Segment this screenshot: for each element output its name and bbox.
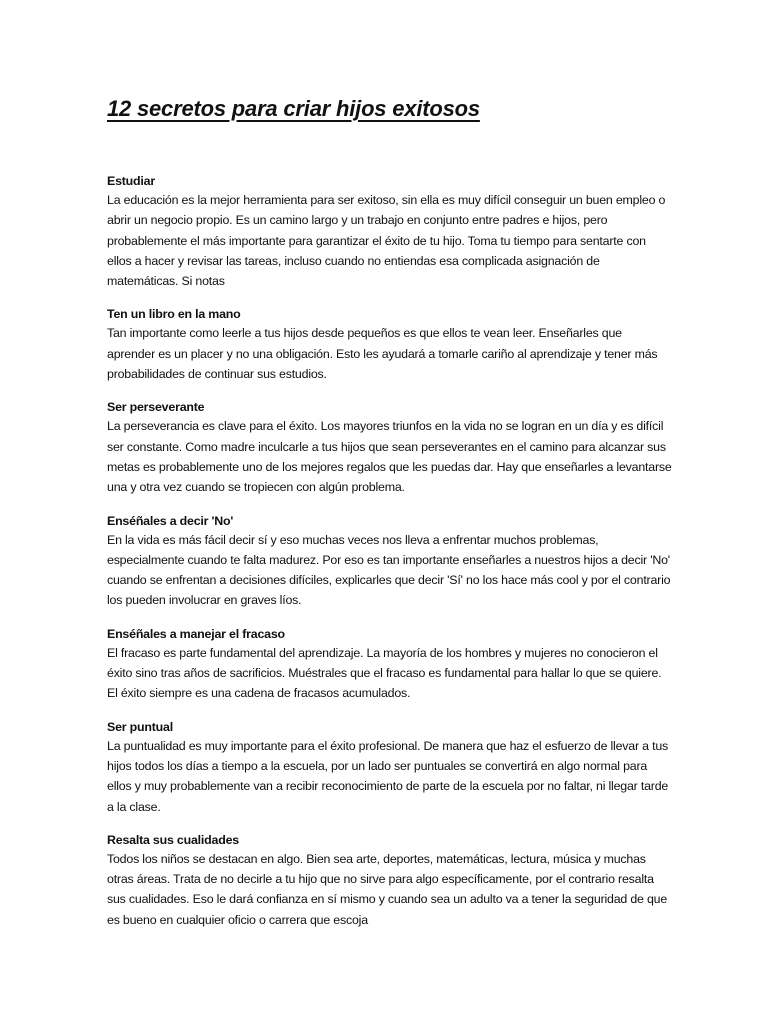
- document-page: [107, 92, 673, 944]
- section-ser-perseverante: [107, 398, 673, 497]
- section-body: El fracaso es parte fundamental del aprendizaje. La mayoría de los hombres y mujeres no conocieron el éxito sino tras años de sacrificios. Muéstrales que el fracaso es fundamental para hallar lo que se quiere. El éxito siempre es una cadena de fracasos acumulados.: [107, 645, 662, 701]
- section-body: La puntualidad es muy importante para el éxito profesional. De manera que haz el esfuerzo de llevar a tus hijos todos los días a tiempo a la escuela, por un lado ser puntuales se convertirá en algo normal para ellos y muy probablemente van a recibir reconocimiento de parte de la escuela por no faltar, ni llegar tarde a la clase.: [107, 738, 669, 814]
- section-heading: Enséñales a decir 'No': [107, 513, 234, 528]
- section-body: Tan importante como leerle a tus hijos desde pequeños es que ellos te vean leer. Enseñarles que aprender es un placer y no una obligación. Esto les ayudará a tomarle cariño al aprendizaje y tener más probabilidades de continuar sus estudios.: [107, 326, 658, 382]
- section-manejar-fracaso: [107, 625, 673, 704]
- section-ser-puntual: [107, 718, 673, 817]
- section-heading: Enséñales a manejar el fracaso: [107, 626, 285, 641]
- section-resalta-cualidades: [107, 831, 673, 930]
- section-body: La educación es la mejor herramienta para ser exitoso, sin ella es muy difícil conseguir un buen empleo o abrir un negocio propio. Es un camino largo y un trabajo en conjunto entre padres e hijos, pero probablemente el más importante para garantizar el éxito de tu hijo. Toma tu tiempo para sentarte con ellos a hacer y revisar las tareas, incluso cuando no entiendas esa complicada asignación de matemáticas. Si notas: [107, 193, 666, 289]
- section-list: [107, 172, 673, 930]
- section-estudiar: [107, 172, 673, 291]
- section-heading: Ten un libro en la mano: [107, 307, 241, 322]
- section-heading: Ser perseverante: [107, 400, 205, 415]
- section-heading: Ser puntual: [107, 719, 173, 734]
- section-body: La perseverancia es clave para el éxito. Los mayores triunfos en la vida no se logran en un día y es difícil ser constante. Como madre inculcarle a tus hijos que sean perseverantes en el camino para alcanzar sus metas es probablemente uno de los mejores regalos que les puedas dar. Hay que enseñarles a levantarse una y otra vez cuando se tropiecen con algún problema.: [107, 419, 672, 495]
- section-decir-no: [107, 512, 673, 611]
- section-heading: Resalta sus cualidades: [107, 832, 239, 847]
- section-heading: Estudiar: [107, 174, 155, 188]
- section-body: En la vida es más fácil decir sí y eso muchas veces nos lleva a enfrentar muchos problemas, especialmente cuando te falta madurez. Por eso es tan importante enseñarles a nuestros hijos a decir 'No' cuando se enfrentan a decisiones difíciles, explicarles que decir 'Sí' no los hace más cool y por el contrario los pueden involucrar en graves líos.: [107, 532, 671, 608]
- document-title: 12 secretos para criar hijos exitosos: [107, 96, 480, 121]
- section-ten-un-libro: [107, 305, 673, 384]
- section-body: Todos los niños se destacan en algo. Bien sea arte, deportes, matemáticas, lectura, música y muchas otras áreas. Trata de no decirle a tu hijo que no sirve para algo específicamente, por el contrario resalta sus cualidades. Eso le dará confianza en sí mismo y cuando sea un adulto va a tener la seguridad de que es bueno en cualquier oficio o carrera que escoja: [107, 851, 668, 927]
